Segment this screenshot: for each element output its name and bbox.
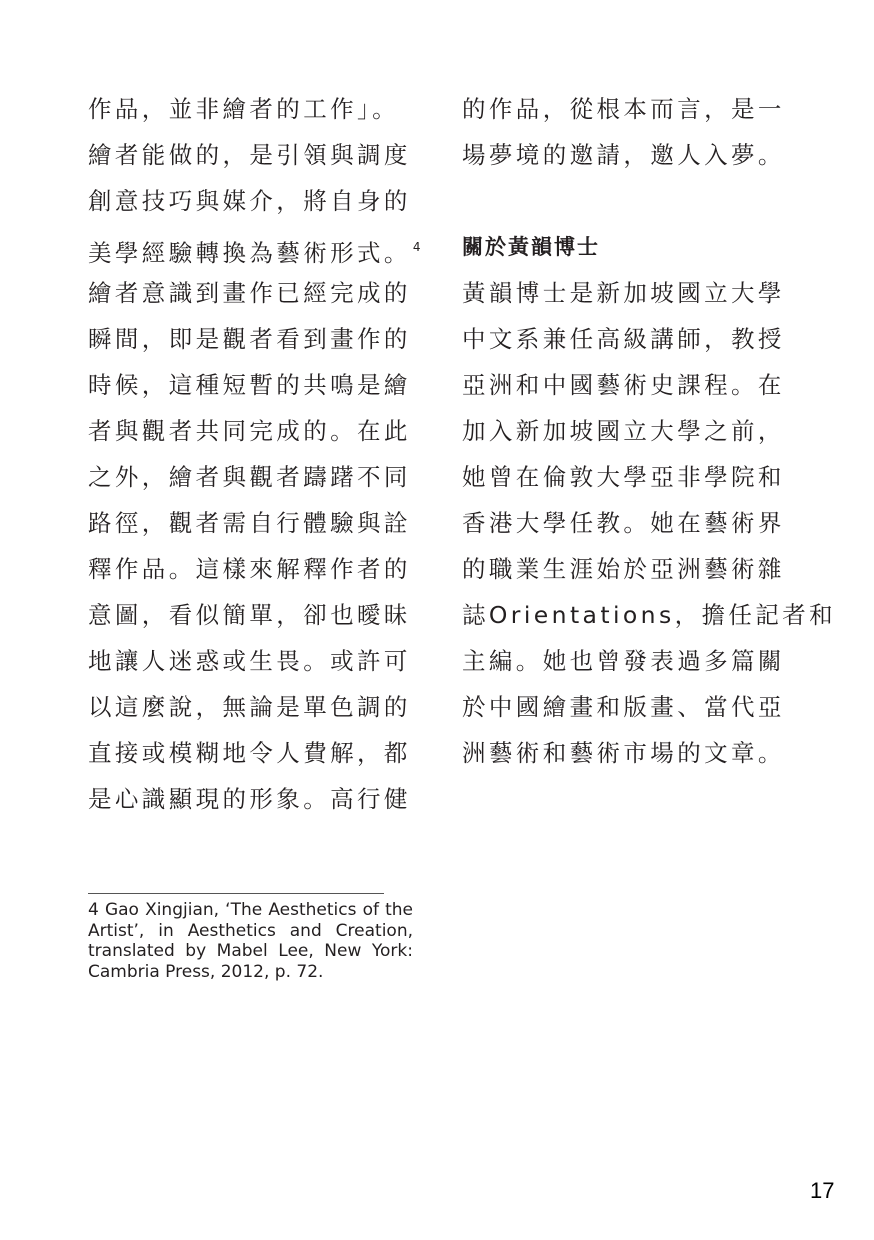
left-column xyxy=(88,86,424,822)
body-line: 瞬間，即是觀者看到畫作的 xyxy=(88,325,411,353)
body-line: 繪者能做的，是引領與調度 xyxy=(88,141,411,169)
bio-line: 主編。她也曾發表過多篇關 xyxy=(462,647,785,675)
right-column xyxy=(462,86,837,776)
body-line: 直接或模糊地令人費解，都 xyxy=(88,739,411,767)
body-line: 之外，繪者與觀者躊躇不同 xyxy=(88,463,411,491)
page-number: 17 xyxy=(810,1178,835,1203)
body-line: 作品，並非繪者的工作」。 xyxy=(88,95,400,123)
footnote: 4 Gao Xingjian, ‘The Aesthetics of the Artist’, in Aesthetics and Creation, translated by Mabel Lee, New York: Cambria Press, 2012, p. 72. xyxy=(88,900,413,982)
footnote-divider xyxy=(88,893,384,894)
body-line: 的作品，從根本而言，是一 xyxy=(462,95,785,123)
body-line: 是心識顯現的形象。高行健 xyxy=(88,785,411,813)
body-line: 釋作品。這樣來解釋作者的 xyxy=(88,555,411,583)
body-line-text: 美學經驗轉換為藝術形式。 xyxy=(88,239,411,267)
body-line: 時候，這種短暫的共鳴是繪 xyxy=(88,371,411,399)
bio-line: 亞洲和中國藝術史課程。在 xyxy=(462,371,785,399)
footnote-reference: 4 xyxy=(412,240,421,254)
body-line: 以這麼說，無論是單色調的 xyxy=(88,693,411,721)
bio-line: 中文系兼任高級講師，教授 xyxy=(462,325,785,353)
bio-line: 的職業生涯始於亞洲藝術雜 xyxy=(462,555,785,583)
bio-line: 香港大學任教。她在藝術界 xyxy=(462,509,785,537)
body-line: 路徑，觀者需自行體驗與詮 xyxy=(88,509,411,537)
bio-line: 她曾在倫敦大學亞非學院和 xyxy=(462,463,785,491)
section-heading: 關於黃韻博士 xyxy=(462,235,600,259)
bio-line: 誌Orientations，擔任記者和 xyxy=(462,601,837,629)
bio-line: 洲藝術和藝術市場的文章。 xyxy=(462,739,785,767)
body-line: 場夢境的邀請，邀人入夢。 xyxy=(462,141,785,169)
body-line: 意圖，看似簡單，卻也曖昧 xyxy=(88,601,411,629)
body-line: 創意技巧與媒介，將自身的 xyxy=(88,187,411,215)
bio-line: 黃韻博士是新加坡國立大學 xyxy=(462,279,785,307)
body-line: 者與觀者共同完成的。在此 xyxy=(88,417,411,445)
body-line-with-footnote-ref xyxy=(88,224,424,270)
bio-line: 於中國繪畫和版畫、當代亞 xyxy=(462,693,785,721)
body-line: 繪者意識到畫作已經完成的 xyxy=(88,279,411,307)
bio-line: 加入新加坡國立大學之前， xyxy=(462,417,785,445)
body-line: 地讓人迷惑或生畏。或許可 xyxy=(88,647,411,675)
